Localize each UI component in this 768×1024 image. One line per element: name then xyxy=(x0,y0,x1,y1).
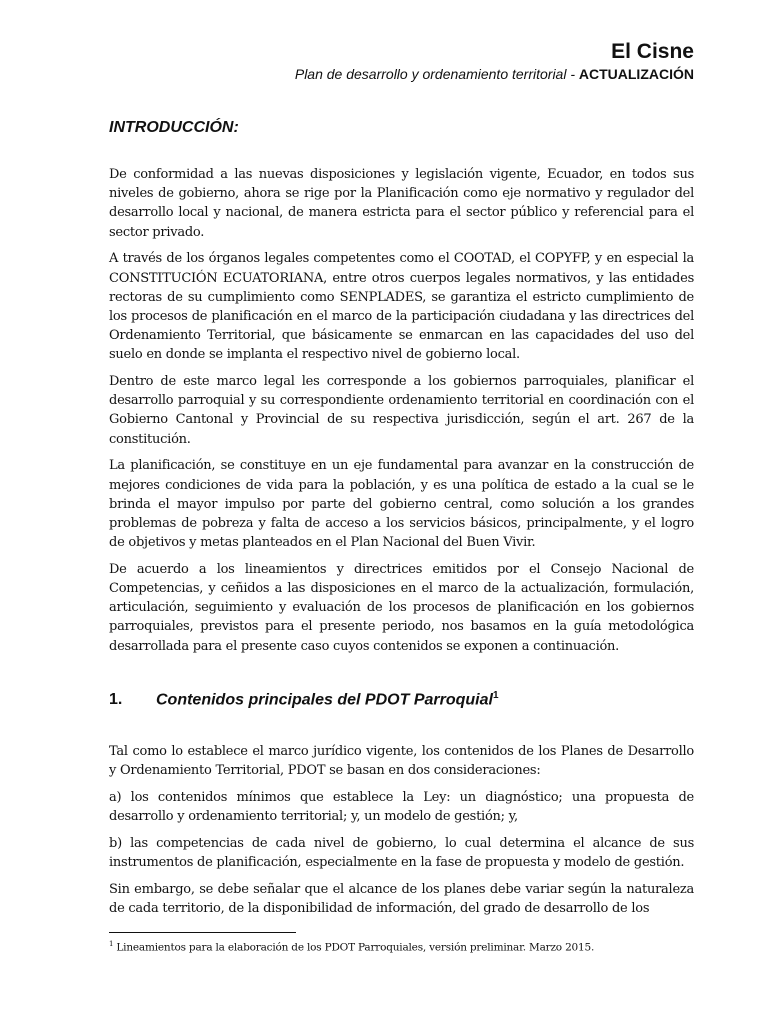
introduction-heading: INTRODUCCIÓN: xyxy=(109,119,239,136)
intro-paragraph-5: De acuerdo a los lineamientos y directrices emitidos por el Consejo Nacional de Competencias, y ceñidos a las disposiciones en el marco de la actualización, formulación, articulación, seguimiento y evaluación de los procesos de planificación en los gobiernos parroquiales, previstos para el presente periodo, nos basamos en la guía metodológica desarrollada para el presente caso cuyos contenidos se exponen a continuación. xyxy=(109,561,694,654)
section-number: 1. xyxy=(109,691,123,709)
introduction-body xyxy=(109,165,694,663)
footnote xyxy=(109,940,694,954)
section-title: Contenidos principales del PDOT Parroquial xyxy=(156,691,493,709)
document-subtitle xyxy=(295,66,694,82)
intro-paragraph-2: A través de los órganos legales competentes como el COOTAD, el COPYFP, y en especial la CONSTITUCIÓN ECUATORIANA, entre otros cuerpos legales normativos, y las entidades rectoras de su cumplimiento como SENPLADES, se garantiza el estricto cumplimiento de los procesos de planificación en el marco de la participación ciudadana y las directrices del Ordenamiento Territorial, que básicamente se enmarcan en las capacidades del uso del suelo en donde se implanta el respectivo nivel de gobierno local. xyxy=(109,251,694,363)
footnote-marker: 1 xyxy=(109,940,114,948)
subtitle-bold: ACTUALIZACIÓN xyxy=(578,66,694,82)
section-paragraph-1: Tal como lo establece el marco jurídico vigente, los contenidos de los Planes de Desarrollo y Ordenamiento Territorial, PDOT se basan en dos consideraciones: xyxy=(109,744,694,779)
intro-paragraph-1: De conformidad a las nuevas disposiciones y legislación vigente, Ecuador, en todos sus niveles de gobierno, ahora se rige por la Planificación como eje normativo y regulador del desarrollo local y nacional, de manera estricta para el sector público y referencial para el sector privado. xyxy=(109,167,694,240)
subtitle-main: Plan de desarrollo y ordenamiento territorial - xyxy=(294,66,579,82)
section-1-heading xyxy=(109,690,499,709)
section-1-body xyxy=(109,742,694,926)
footnote-divider xyxy=(109,932,296,933)
section-paragraph-2: a) los contenidos mínimos que establece la Ley: un diagnóstico; una propuesta de desarrollo y ordenamiento territorial; y, un modelo de gestión; y, xyxy=(109,789,694,825)
footnote-text: Lineamientos para la elaboración de los PDOT Parroquiales, versión preliminar. Marzo 2015. xyxy=(113,941,595,954)
footnote-reference: 1 xyxy=(492,690,499,701)
section-paragraph-4: Sin embargo, se debe señalar que el alcance de los planes debe variar según la naturaleza de cada territorio, de la disponibilidad de información, del grado de desarrollo de los xyxy=(109,881,694,916)
document-title: El Cisne xyxy=(611,40,694,63)
section-paragraph-3: b) las competencias de cada nivel de gobierno, lo cual determina el alcance de sus instrumentos de planificación, especialmente en la fase de propuesta y modelo de gestión. xyxy=(109,835,694,871)
intro-paragraph-3: Dentro de este marco legal les corresponde a los gobiernos parroquiales, planificar el desarrollo parroquial y su correspondiente ordenamiento territorial en coordinación con el Gobierno Cantonal y Provincial de su respectiva jurisdicción, según el art. 267 de la constitución. xyxy=(109,374,694,447)
intro-paragraph-4: La planificación, se constituye en un eje fundamental para avanzar en la construcción de mejores condiciones de vida para la población, y es una política de estado a la cual se le brinda el mayor impulso por parte del gobierno central, como solución a los grandes problemas de pobreza y falta de acceso a los servicios básicos, principalmente, y el logro de objetivos y metas planteados en el Plan Nacional del Buen Vivir. xyxy=(109,458,694,551)
